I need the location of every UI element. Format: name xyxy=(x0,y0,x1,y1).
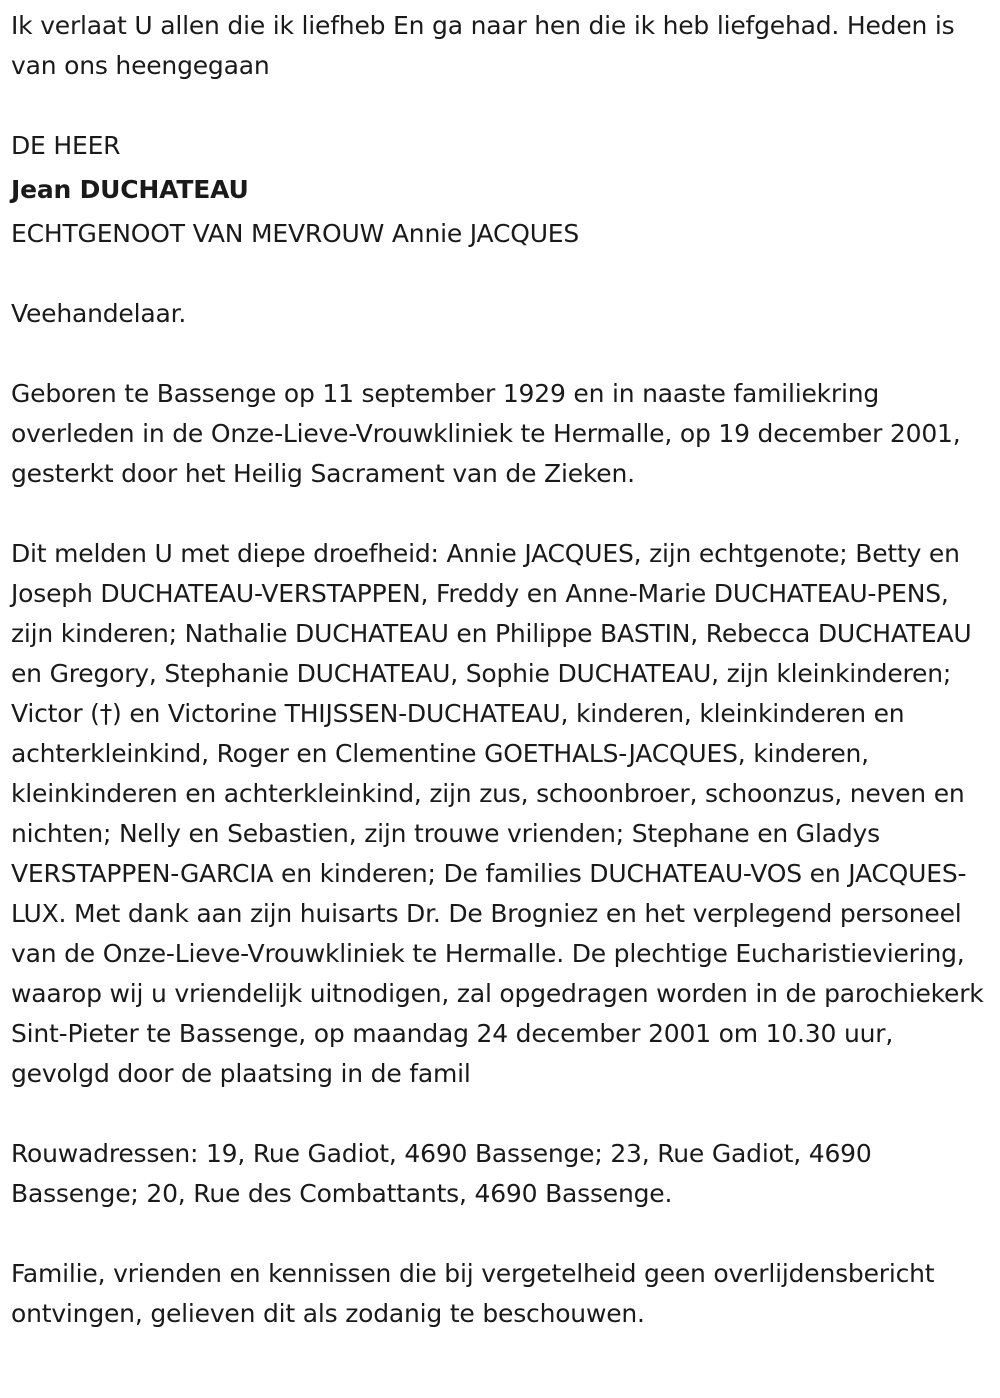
spacer xyxy=(11,254,1000,294)
intro-text: Ik verlaat U allen die ik liefheb En ga naar hen die ik heb liefgehad. Heden is van ons heengegaan xyxy=(11,11,955,80)
closing-paragraph: Familie, vrienden en kennissen die bij vergetelheid geen overlijdensbericht ontvingen, gelieven dit als zodanig te beschouwen. xyxy=(11,1259,935,1328)
spouse-line: ECHTGENOOT VAN MEVROUW Annie JACQUES xyxy=(11,219,580,248)
spacer xyxy=(11,1094,1000,1134)
spacer xyxy=(11,1214,1000,1254)
spacer xyxy=(11,494,1000,534)
deceased-name: Jean DUCHATEAU xyxy=(11,175,249,204)
announcement-paragraph: Dit melden U met diepe droefheid: Annie JACQUES, zijn echtgenote; Betty en Joseph DUCHATEAU-VERSTAPPEN, Freddy en Anne-Marie DUCHATEAU-PENS, zijn kinderen; Nathalie DUCHATEAU en Philippe BASTIN, Rebecca DUCHATEAU en Gregory, Stephanie DUCHATEAU, Sophie DUCHATEAU, zijn kleinkinderen; Victor (†) en Victorine THIJSSEN-DUCHATEAU, kinderen, kleinkinderen en achterkleinkind, Roger en Clementine GOETHALS-JACQUES, kinderen, kleinkinderen en achterkleinkind, zijn zus, schoonbroer, schoonzus, neven en nichten; Nelly en Sebastien, zijn trouwe vrienden; Stephane en Gladys VERSTAPPEN-GARCIA en kinderen; De families DUCHATEAU-VOS en JACQUES-LUX. Met dank aan zijn huisarts Dr. De Brogniez en het verplegend personeel van de Onze-Lieve-Vrouwkliniek te Hermalle. De plechtige Eucharistieviering, waarop wij u vriendelijk uitnodigen, zal opgedragen worden in de parochiekerk Sint-Pieter te Bassenge, op maandag 24 december 2001 om 10.30 uur, gevolgd door de plaatsing in de famil xyxy=(11,539,984,1088)
honorific: DE HEER xyxy=(11,131,121,160)
addresses-paragraph: Rouwadressen: 19, Rue Gadiot, 4690 Bassenge; 23, Rue Gadiot, 4690 Bassenge; 20, Rue des Combattants, 4690 Bassenge. xyxy=(11,1139,872,1208)
birth-death-paragraph: Geboren te Bassenge op 11 september 1929 en in naaste familiekring overleden in de Onze-Lieve-Vrouwkliniek te Hermalle, op 19 december 2001, gesterkt door het Heilig Sacrament van de Zieken. xyxy=(11,379,961,488)
spacer xyxy=(11,86,1000,126)
spacer xyxy=(11,334,1000,374)
profession: Veehandelaar. xyxy=(11,299,187,328)
